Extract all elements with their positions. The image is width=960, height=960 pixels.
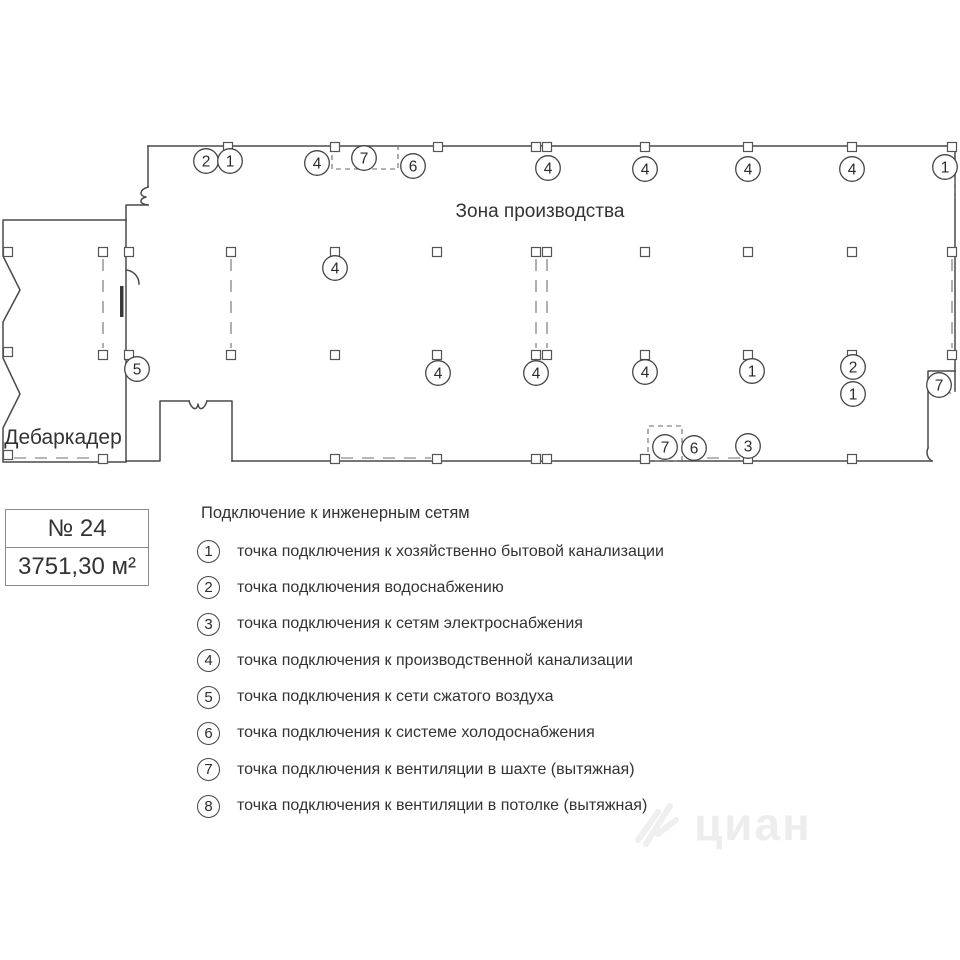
legend-item: [197, 613, 797, 636]
zone-label: Зона производства: [455, 201, 625, 222]
legend-item: [197, 758, 797, 781]
column-square: [433, 248, 442, 257]
marker-number: 3: [743, 438, 753, 456]
column-square: [948, 248, 957, 257]
unit-area: 3751,30 м²: [18, 552, 136, 580]
column-square: [641, 248, 650, 257]
legend-item: [197, 576, 797, 599]
connection-point-6: [682, 436, 707, 461]
connection-point-6: [401, 154, 426, 179]
column-square: [532, 248, 541, 257]
column-square: [227, 351, 236, 360]
legend-num-icon: 5: [197, 686, 220, 709]
column-square: [433, 351, 442, 360]
connection-point-4: [633, 157, 658, 182]
marker-number: 4: [847, 161, 857, 179]
connection-point-4: [426, 361, 451, 386]
hall-walls: [126, 146, 955, 461]
connection-point-4: [524, 361, 549, 386]
unit-info-box: [5, 509, 149, 586]
marker-number: 4: [543, 160, 553, 178]
column-square: [331, 351, 340, 360]
legend-num-icon: 8: [197, 795, 220, 818]
column-square: [641, 455, 650, 464]
legend-item-text: точка подключения к вентиляции в потолке (вытяжная): [237, 797, 648, 815]
unit-area-row: [6, 548, 148, 585]
unit-number-row: [6, 510, 148, 548]
legend-item-text: точка подключения к системе холодоснабжения: [237, 724, 595, 742]
connection-point-1: [218, 149, 243, 174]
connection-point-7: [927, 373, 952, 398]
column-square: [125, 248, 134, 257]
door-leaf: [120, 286, 124, 317]
column-square: [848, 455, 857, 464]
marker-number: 6: [689, 440, 699, 458]
column-square: [948, 351, 957, 360]
legend: [197, 502, 797, 831]
marker-number: 7: [660, 439, 670, 457]
column-square: [99, 248, 108, 257]
marker-number: 1: [225, 153, 235, 171]
connection-point-3: [736, 434, 761, 459]
column-square: [532, 351, 541, 360]
marker-number: 6: [408, 158, 418, 176]
connection-point-4: [323, 256, 348, 281]
marker-number: 2: [201, 153, 211, 171]
column-square: [532, 455, 541, 464]
column-square: [848, 248, 857, 257]
column-square: [99, 351, 108, 360]
connection-point-4: [736, 157, 761, 182]
column-square: [543, 455, 552, 464]
connection-point-4: [536, 156, 561, 181]
legend-num-icon: 3: [197, 613, 220, 636]
connection-point-1: [740, 359, 765, 384]
legend-item: [197, 686, 797, 709]
column-square: [848, 143, 857, 152]
connection-point-2: [841, 355, 866, 380]
connection-point-7: [653, 435, 678, 460]
marker-number: 7: [934, 377, 944, 395]
column-square: [4, 248, 13, 257]
column-square: [532, 143, 541, 152]
legend-num-icon: 6: [197, 722, 220, 745]
watermark-text: циан: [694, 798, 812, 850]
legend-item-text: точка подключения водоснабжению: [237, 578, 504, 596]
connection-point-1: [933, 155, 958, 180]
marker-number: 4: [433, 365, 443, 383]
marker-number: 1: [848, 386, 858, 404]
column-square: [641, 143, 650, 152]
legend-num-icon: 7: [197, 758, 220, 781]
connection-point-7: [352, 146, 377, 171]
dashed-features: [14, 146, 955, 461]
legend-item: [197, 722, 797, 745]
column-square: [227, 248, 236, 257]
column-square: [434, 143, 443, 152]
legend-num-icon: 2: [197, 576, 220, 599]
legend-num-icon: 4: [197, 649, 220, 672]
connection-point-4: [840, 157, 865, 182]
column-square: [641, 351, 650, 360]
column-square: [4, 451, 13, 460]
column-square: [99, 455, 108, 464]
legend-item-text: точка подключения к производственной канализации: [237, 651, 633, 669]
legend-item: [197, 540, 797, 563]
marker-number: 5: [132, 361, 142, 379]
legend-item-text: точка подключения к хозяйственно бытовой канализации: [237, 542, 664, 560]
legend-item-text: точка подключения к сетям электроснабжения: [237, 615, 583, 633]
column-grid: [4, 143, 957, 464]
unit-number: № 24: [47, 514, 107, 542]
column-square: [543, 248, 552, 257]
column-square: [948, 143, 957, 152]
connection-markers: [125, 146, 958, 461]
marker-number: 4: [743, 161, 753, 179]
marker-number: 4: [330, 260, 340, 278]
marker-number: 2: [848, 359, 858, 377]
legend-item-text: точка подключения к сети сжатого воздуха: [237, 688, 554, 706]
connection-point-4: [305, 151, 330, 176]
connection-point-1: [841, 382, 866, 407]
legend-item: [197, 649, 797, 672]
connection-point-2: [194, 149, 219, 174]
legend-item-text: точка подключения к вентиляции в шахте (вытяжная): [237, 760, 635, 778]
column-square: [4, 348, 13, 357]
legend-title: Подключение к инженерным сетям: [201, 504, 470, 522]
legend-num-icon: 1: [197, 540, 220, 563]
column-square: [744, 248, 753, 257]
column-square: [543, 143, 552, 152]
marker-number: 7: [359, 150, 369, 168]
marker-number: 4: [640, 364, 650, 382]
column-square: [543, 351, 552, 360]
marker-number: 4: [312, 155, 322, 173]
connection-point-4: [633, 360, 658, 385]
connection-point-5: [125, 357, 150, 382]
legend-item: [197, 795, 797, 818]
dock-label: Дебаркадер: [4, 426, 122, 449]
column-square: [331, 455, 340, 464]
marker-number: 1: [747, 363, 757, 381]
marker-number: 1: [940, 159, 950, 177]
column-square: [433, 455, 442, 464]
marker-number: 4: [531, 365, 541, 383]
column-square: [331, 143, 340, 152]
marker-number: 4: [640, 161, 650, 179]
column-square: [744, 143, 753, 152]
